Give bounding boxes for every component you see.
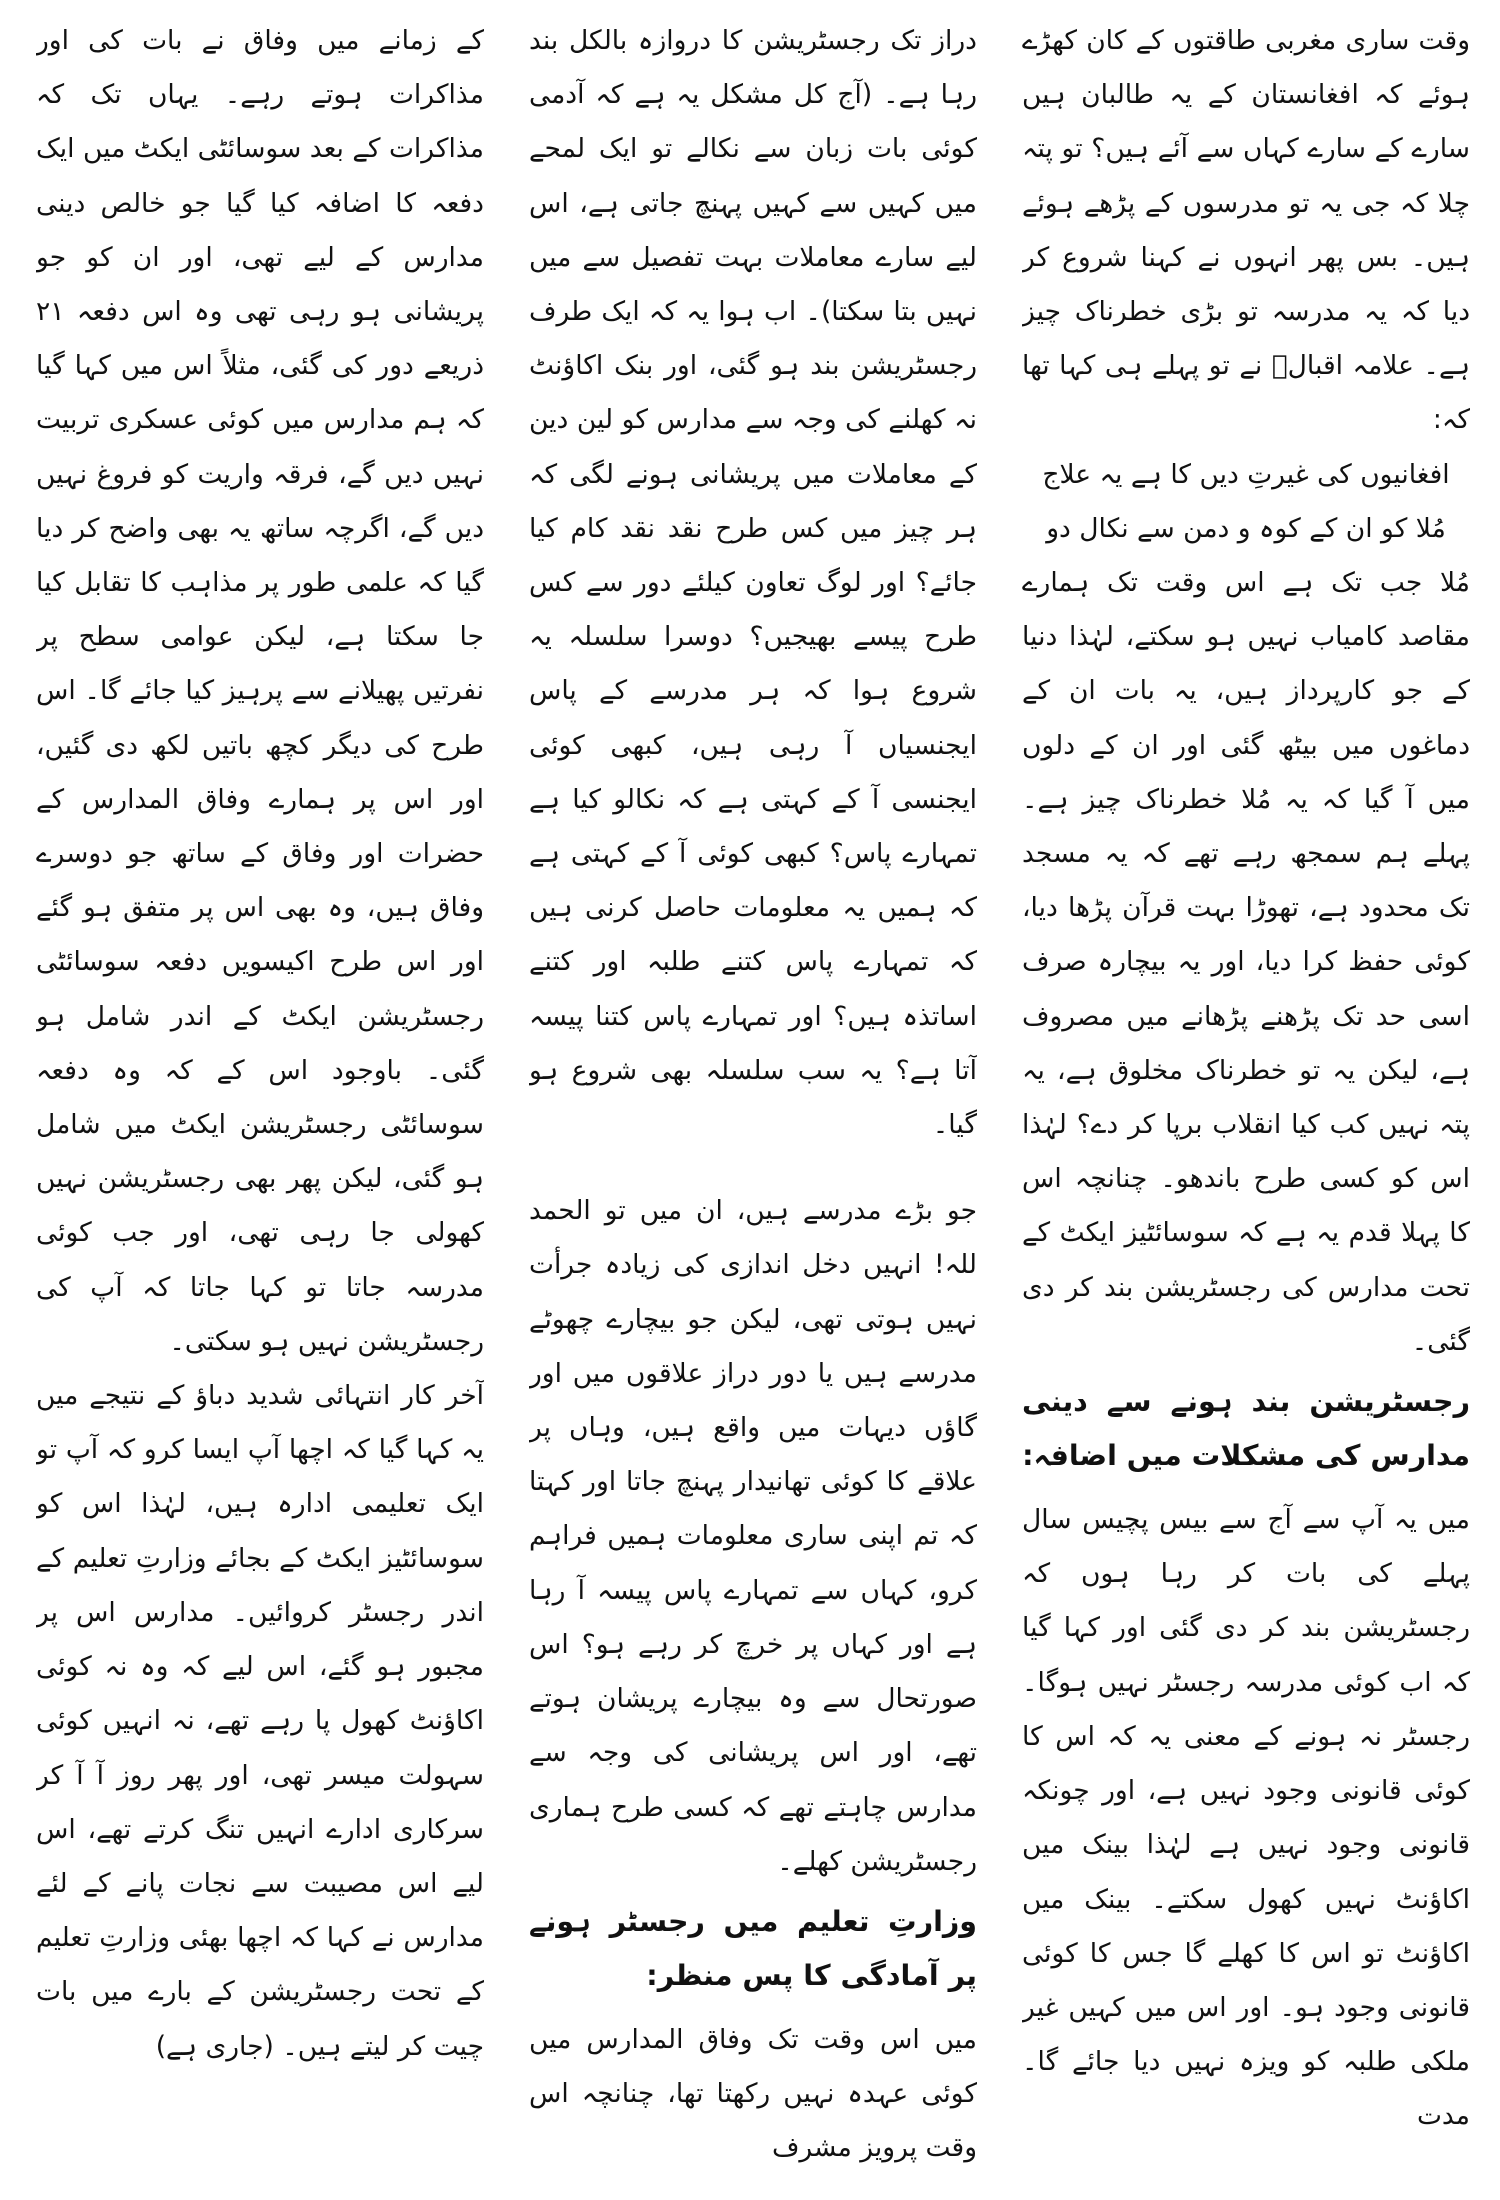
paragraph: کے زمانے میں وفاق نے بات کی اور مذاکرات ہوتے رہے۔ یہاں تک کہ مذاکرات کے بعد سوسائٹی ایکٹ میں ایک دفعہ کا اضافہ کیا گیا جو خالص دینی مدارس کے لیے تھی، اور ان کو جو پریشانی ہو رہی تھی وہ اس دفعہ ۲۱ ذریعے دور کی گئی، مثلاً اس میں کہا گیا کہ ہم مدارس میں کوئی عسکری تربیت نہیں دیں گے، فرقہ واریت کو فروغ نہیں دیں گے، اگرچہ ساتھ یہ بھی واضح کر دیا گیا کہ علمی طور پر مذاہب کا تقابل کیا جا سکتا ہے، لیکن عوامی سطح پر نفرتیں پھیلانے سے پرہیز کیا جائے گا۔ اس طرح کی دیگر کچھ باتیں لکھ دی گئیں، اور اس پر ہمارے وفاق المدارس کے حضرات اور وفاق کے ساتھ جو دوسرے وفاق ہیں، وہ بھی اس پر متفق ہو گئے اور اس طرح اکیسویں دفعہ سوسائٹی رجسٹریشن ایکٹ کے اندر شامل ہو گئی۔ باوجود اس کے کہ وہ دفعہ سوسائٹی رجسٹریشن ایکٹ میں شامل ہو گئی، لیکن پھر بھی رجسٹریشن نہیں کھولی جا رہی تھی، اور جب کوئی مدرسہ جاتا تو کہا جاتا کہ آپ کی رجسٹریشن نہیں ہو سکتی۔ xyxy=(36,25,484,1357)
column-left xyxy=(36,14,484,2190)
paragraph: میں یہ آپ سے آج سے بیس پچیس سال پہلے کی بات کر رہا ہوں کہ رجسٹریشن بند کر دی گئی اور کہا گیا کہ اب کوئی مدرسہ رجسٹر نہیں ہوگا۔ رجسٹر نہ ہونے کے معنی یہ کہ اس کا کوئی قانونی وجود نہیں ہے، اور چونکہ قانونی وجود نہیں ہے لہٰذا بینک میں اکاؤنٹ نہیں کھول سکتے۔ بینک میں اکاؤنٹ تو اس کا کھلے گا جس کا کوئی قانونی وجود ہو۔ اور اس میں کہیں غیر ملکی طلبہ کو ویزہ نہیں دیا جائے گا۔ مدت xyxy=(1022,1504,1470,2132)
verse-line: افغانیوں کی غیرتِ دیں کا ہے یہ علاج xyxy=(1042,458,1450,490)
paragraph: وقت ساری مغربی طاقتوں کے کان کھڑے ہوئے کہ افغانستان کے یہ طالبان ہیں سارے کے سارے کہاں سے آئے ہیں؟ تو پتہ چلا کہ جی یہ تو مدرسوں کے پڑھے ہوئے ہیں۔ بس پھر انہوں نے کہنا شروع کر دیا کہ یہ مدرسہ تو بڑی خطرناک چیز ہے۔ علامہ اقبالؒ نے تو پہلے ہی کہا تھا کہ: xyxy=(1022,25,1470,436)
paragraph: جو بڑے مدرسے ہیں، ان میں تو الحمد للہ! انہیں دخل اندازی کی زیادہ جرأت نہیں ہوتی تھی، لیکن جو بیچارے چھوٹے مدرسے ہیں یا دور دراز علاقوں میں اور گاؤں دیہات میں واقع ہیں، وہاں پر علاقے کا کوئی تھانیدار پہنچ جاتا اور کہتا کہ تم اپنی ساری معلومات ہمیں فراہم کرو، کہاں سے تمہارے پاس پیسہ آ رہا ہے اور کہاں پر خرچ کر رہے ہو؟ اس صورتحال سے وہ بیچارے پریشان ہوتے تھے، اور اس پریشانی کی وجہ سے مدارس چاہتے تھے کہ کسی طرح ہماری رجسٹریشن کھلے۔ xyxy=(529,1195,977,1877)
column-right xyxy=(1022,14,1470,2190)
section-heading: رجسٹریشن بند ہونے سے دینی مدارس کی مشکلات میں اضافہ: xyxy=(1022,1385,1470,1473)
paragraph: مُلا جب تک ہے اس وقت تک ہمارے مقاصد کامیاب نہیں ہو سکتے، لہٰذا دنیا کے جو کارپرداز ہیں، یہ بات ان کے دماغوں میں بیٹھ گئی اور ان کے دلوں میں آ گیا کہ یہ مُلا خطرناک چیز ہے۔ پہلے ہم سمجھ رہے تھے کہ یہ مسجد تک محدود ہے، تھوڑا بہت قرآن پڑھا دیا، کوئی حفظ کرا دیا، اور یہ بیچارہ صرف اسی حد تک پڑھنے پڑھانے میں مصروف ہے، لیکن یہ تو خطرناک مخلوق ہے، یہ پتہ نہیں کب کیا انقلاب برپا کر دے؟ لہٰذا اس کو کسی طرح باندھو۔ چنانچہ اس کا پہلا قدم یہ ہے کہ سوسائٹیز ایکٹ کے تحت مدارس کی رجسٹریشن بند کر دی گئی۔ xyxy=(1022,567,1470,1357)
paragraph: دراز تک رجسٹریشن کا دروازہ بالکل بند رہا ہے۔ (آج کل مشکل یہ ہے کہ آدمی کوئی بات زبان سے نکالے تو ایک لمحے میں کہیں سے کہیں پہنچ جاتی ہے، اس لیے سارے معاملات بہت تفصیل سے میں نہیں بتا سکتا)۔ اب ہوا یہ کہ ایک طرف رجسٹریشن بند ہو گئی، اور بنک اکاؤنٹ نہ کھلنے کی وجہ سے مدارس کو لین دین کے معاملات میں پریشانی ہونے لگی کہ ہر چیز میں کس طرح نقد نقد کام کیا جائے؟ اور لوگ تعاون کیلئے دور سے کس طرح پیسے بھیجیں؟ دوسرا سلسلہ یہ شروع ہوا کہ ہر مدرسے کے پاس ایجنسیاں آ رہی ہیں، کبھی کوئی ایجنسی آ کے کہتی ہے کہ نکالو کیا ہے تمہارے پاس؟ کبھی کوئی آ کے کہتی ہے کہ ہمیں یہ معلومات حاصل کرنی ہیں کہ تمہارے پاس کتنے طلبہ اور کتنے اساتذہ ہیں؟ اور تمہارے پاس کتنا پیسہ آتا ہے؟ یہ سب سلسلہ بھی شروع ہو گیا۔ xyxy=(529,25,977,1141)
section-heading: وزارتِ تعلیم میں رجسٹر ہونے پر آمادگی کا پس منظر: xyxy=(529,1904,977,1992)
column-middle xyxy=(529,14,977,2190)
verse-line: مُلا کو ان کے کوہ و دمن سے نکال دو xyxy=(1046,512,1446,544)
spacer xyxy=(529,1152,977,1184)
paragraph: آخر کار انتہائی شدید دباؤ کے نتیجے میں یہ کہا گیا کہ اچھا آپ ایسا کرو کہ آپ تو ایک تعلیمی ادارہ ہیں، لہٰذا اس کو سوسائٹیز ایکٹ کے بجائے وزارتِ تعلیم کے اندر رجسٹر کروائیں۔ مدارس اس پر مجبور ہو گئے، اس لیے کہ وہ نہ کوئی اکاؤنٹ کھول پا رہے تھے، نہ انہیں کوئی سہولت میسر تھی، اور پھر روز آ آ کر سرکاری ادارے انہیں تنگ کرتے تھے، اس لیے اس مصیبت سے نجات پانے کے لئے مدارس نے کہا کہ اچھا بھئی وزارتِ تعلیم کے تحت رجسٹریشن کے بارے میں بات چیت کر لیتے ہیں۔ (جاری ہے) xyxy=(36,1380,484,2062)
paragraph: میں اس وقت تک وفاق المدارس میں کوئی عہدہ نہیں رکھتا تھا، چنانچہ اس وقت پرویز مشرف xyxy=(529,2023,977,2164)
